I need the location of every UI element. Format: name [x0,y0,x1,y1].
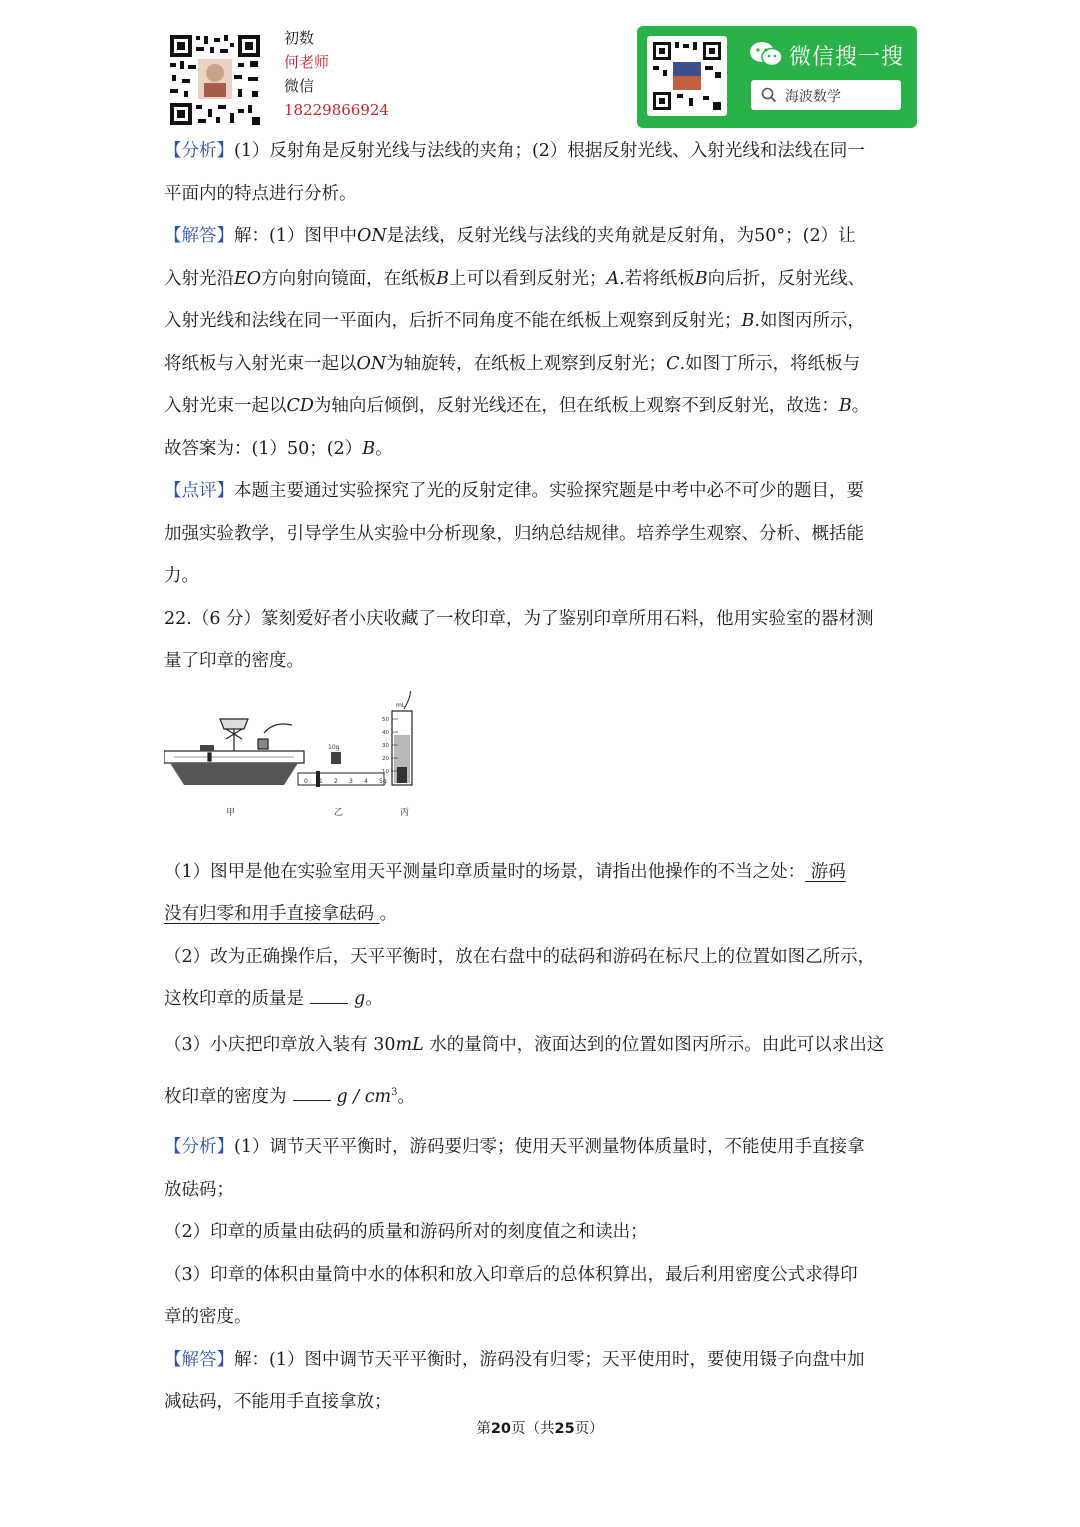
analysis-text: 章的密度。 [164,1307,252,1328]
footer-text: 页） [574,1421,604,1437]
yi-scale-tick-label: 4 [364,777,368,785]
math-symbol: B [694,268,708,289]
solution-text: 减砝码，不能用手直接拿放； [164,1392,392,1413]
solution-text: .若将纸板 [619,268,695,289]
math-symbol: B [741,311,755,331]
solution-text: 。 [375,438,393,459]
solution-text: 。 [851,396,870,416]
solution-text: 入射光沿 [164,268,234,289]
unit-symbol: g / cm [336,1086,392,1107]
solution-text: 故答案为：(1）50；(2） [164,438,363,459]
question-text: 22.（6 分）篆刻爱好者小庆收藏了一枚印章，为了鉴别印章所用石料，他用实验室的器材测 [164,608,874,629]
unit-superscript: 3 [391,1086,398,1098]
search-icon [761,87,777,103]
question-22-stem [164,598,920,683]
analysis-tag: 【分析】 [164,141,234,161]
cylinder-tick-label: 50 [382,716,389,723]
wechat-search-banner[interactable] [637,26,917,128]
analysis-text: （3）印章的体积由量筒中水的体积和放入印章后的总体积算出，最后利用密度公式求得印 [164,1264,858,1285]
math-symbol: B [436,268,449,289]
solution-tag: 【解答】 [164,1349,234,1370]
cylinder-tick-label: 30 [382,742,389,749]
solution-text: 解：(1）图甲中 [234,226,357,246]
cylinder-tick-label: 40 [382,729,389,736]
sub-question-1 [164,851,920,936]
solution-text: 解：(1）图中调节天平平衡时，游码没有归零；天平使用时，要使用镊子向盘中加 [234,1349,865,1370]
wechat-qr-code [647,36,727,116]
page-footer [0,1417,1080,1438]
answer-text: 游码 [805,861,846,882]
document-body [164,130,920,1424]
label-yi: 乙 [334,807,344,818]
solution-text: 入射光束一起以 [164,396,287,416]
unit-symbol: mL [395,1034,424,1055]
wechat-search-title: 微信搜一搜 [789,45,905,70]
yi-scale-tick-label: 0 [304,777,308,785]
analysis-text: (1）调节天平平衡时，游码要归零；使用天平测量物体质量时，不能使用手直接拿 [234,1137,865,1158]
math-symbol: ON [356,353,387,374]
wechat-search-query: 海波数学 [785,89,841,105]
wechat-search-box[interactable] [751,80,901,110]
analysis-tag: 【分析】 [164,1137,234,1158]
question-text: （1）图甲是他在实验室用天平测量印章质量时的场景，请指出他操作的不当之处： [164,861,806,882]
math-symbol: ON [356,226,387,246]
solution-text: 入射光线和法线在同一平面内，后折不同角度不能在纸板上观察到反射光； [164,311,742,331]
question-text: （3）小庆把印章放入装有 30 [164,1034,396,1055]
analysis-text: 放砝码； [164,1179,234,1200]
solution-text: 为轴向后倾倒，反射光线还在，但在纸板上观察不到反射光，故选： [313,396,839,416]
weight-label: 10g [328,743,340,751]
wechat-qr-code-pattern [647,36,727,116]
solution-text: 将纸板与入射光束一起以 [164,353,357,374]
label-bing: 丙 [400,807,410,818]
qr-code-image [168,33,262,127]
figure-scale-yi [298,752,384,787]
analysis-paragraph-1 [164,130,920,215]
yi-scale-tick-label: 2 [334,777,338,785]
comment-text: 本题主要通过实验探究了光的反射定律。实验探究题是中考中必不可少的题目，要 [234,481,864,501]
yi-scale-tick-label: 5g [379,777,387,785]
solution-text: 是法线，反射光线与法线的夹角就是反射角，为50°；(2）让 [386,226,856,246]
cylinder-unit: mL [396,701,406,709]
figure-balance-jia [164,719,304,785]
question-text: 这枚印章的质量是 [164,989,304,1009]
analysis-text-2: 平面内的特点进行分析。 [164,183,357,204]
page-number: 20 [490,1421,511,1437]
solution-paragraph-2 [164,1339,920,1424]
yi-scale-tick-label: 3 [349,777,353,785]
question-text: （2）改为正确操作后，天平平衡时，放在右盘中的砝码和游码在标尺上的位置如图乙所示， [164,946,876,967]
question-text: 。 [379,904,398,924]
cylinder-tick-label: 10 [382,768,389,775]
solution-text: 为轴旋转，在纸板上观察到反射光； [386,353,667,374]
comment-text: 力。 [164,566,199,586]
question-text: 量了印章的密度。 [164,651,304,671]
cylinder-tick-label: 20 [382,755,389,762]
math-symbol: C [666,353,680,374]
comment-tag: 【点评】 [164,481,234,501]
experiment-figure [164,691,920,843]
question-text: 枚印章的密度为 [164,1086,287,1107]
contact-line-phone: 18229866924 [284,101,389,119]
sub-question-2 [164,936,920,1021]
solution-text: 上可以看到反射光； [449,268,607,289]
contact-info [284,26,389,122]
math-symbol: B [838,396,852,416]
page-total: 25 [554,1421,575,1437]
question-text: 。 [365,989,383,1009]
sub-question-3 [164,1021,920,1121]
question-text: 水的量筒中，液面达到的位置如图丙所示。由此可以求出这 [423,1034,885,1055]
footer-text: 第 [476,1421,491,1437]
wechat-logo-icon [749,40,783,68]
contact-line-subject: 初数 [284,29,315,47]
solution-text: .如图丁所示，将纸板与 [679,353,861,374]
comment-paragraph [164,470,920,598]
analysis-text: (1）反射角是反射光线与法线的夹角；(2）根据反射光线、入射光线和法线在同一 [234,141,865,161]
solution-text: .如图丙所示， [754,311,865,331]
answer-blank[interactable] [310,989,348,1004]
analysis-text: （2）印章的质量由砝码的质量和游码所对的刻度值之和读出； [164,1222,648,1243]
comment-text: 加强实验教学，引导学生从实验中分析现象，归纳总结规律。培养学生观察、分析、概括能 [164,523,864,544]
unit-symbol: g [354,989,366,1009]
solution-text: 向后折，反射光线、 [707,268,866,289]
answer-blank[interactable] [293,1086,331,1101]
solution-paragraph-1 [164,215,920,470]
yi-scale-tick-label: 1 [319,777,323,785]
label-jia: 甲 [226,807,236,818]
solution-text: 方向射向镜面，在纸板 [261,268,437,289]
math-symbol: CD [286,396,314,416]
contact-line-wechat: 微信 [284,77,315,95]
math-symbol: B [362,438,376,459]
question-text: 。 [397,1086,415,1107]
math-symbol: A [606,268,620,289]
footer-text: 页（共 [511,1421,555,1437]
math-symbol: EO [234,268,262,289]
answer-text: 没有归零和用手直接拿砝码 [164,904,380,924]
solution-tag: 【解答】 [164,226,234,246]
analysis-paragraph-2 [164,1126,920,1339]
contact-line-teacher: 何老师 [284,53,330,71]
